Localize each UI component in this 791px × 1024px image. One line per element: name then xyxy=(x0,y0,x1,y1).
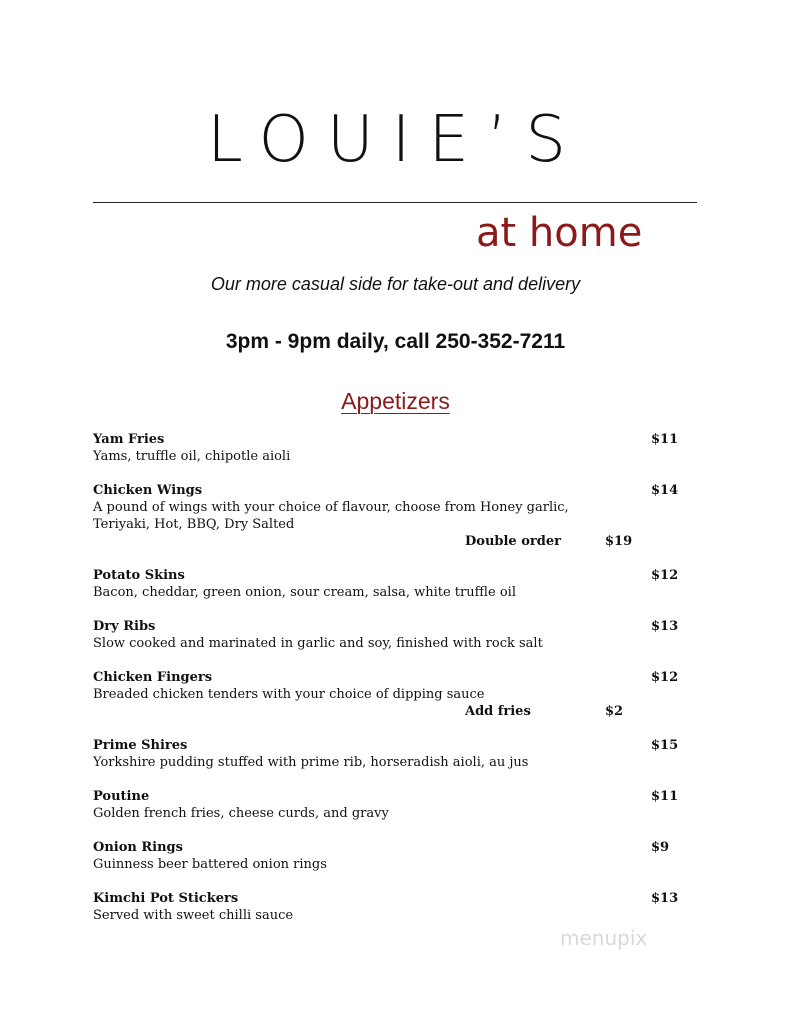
option-price: $2 xyxy=(605,704,624,719)
option-label: Add fries xyxy=(465,704,531,719)
item-name: Poutine xyxy=(93,789,150,804)
item-price: $12 xyxy=(651,568,679,583)
item-description: Golden french fries, cheese curds, and gravy xyxy=(93,806,389,821)
item-price: $12 xyxy=(651,670,679,685)
item-price: $14 xyxy=(651,483,679,498)
menu-item xyxy=(93,567,693,601)
section-heading xyxy=(0,388,791,415)
item-description: Served with sweet chilli sauce xyxy=(93,908,294,923)
menu-item xyxy=(93,839,693,873)
menu-item xyxy=(93,669,693,720)
hours-and-phone: 3pm - 9pm daily, call 250-352-7211 xyxy=(225,330,566,353)
menu-item xyxy=(93,618,693,652)
item-description: Breaded chicken tenders with your choice of dipping sauce xyxy=(93,687,485,702)
item-name: Dry Ribs xyxy=(93,619,156,634)
item-name: Yam Fries xyxy=(93,432,165,447)
item-name: Chicken Wings xyxy=(93,483,203,498)
watermark-logo: menupix xyxy=(560,926,648,950)
item-price: $11 xyxy=(651,432,679,447)
option-label: Double order xyxy=(465,534,561,549)
section-title: Appetizers xyxy=(341,388,450,414)
item-description: Bacon, cheddar, green onion, sour cream, salsa, white truffle oil xyxy=(93,585,516,600)
item-name: Onion Rings xyxy=(93,840,183,855)
item-price: $11 xyxy=(651,789,679,804)
menu-item xyxy=(93,890,693,924)
item-description: Yams, truffle oil, chipotle aioli xyxy=(93,449,291,464)
header-divider xyxy=(93,202,697,203)
item-name: Chicken Fingers xyxy=(93,670,213,685)
item-price: $13 xyxy=(651,619,679,634)
item-option xyxy=(93,703,693,720)
item-name: Potato Skins xyxy=(93,568,185,583)
item-option xyxy=(93,533,693,550)
item-name: Prime Shires xyxy=(93,738,188,753)
item-description: Slow cooked and marinated in garlic and soy, finished with rock salt xyxy=(93,636,543,651)
tagline: Our more casual side for take-out and delivery xyxy=(210,274,581,294)
item-name: Kimchi Pot Stickers xyxy=(93,891,239,906)
menu-item xyxy=(93,737,693,771)
brand-title: LOUIE’S xyxy=(207,103,584,177)
menu-list xyxy=(93,431,693,941)
brand-subtitle: at home xyxy=(476,210,643,256)
menu-item xyxy=(93,431,693,465)
item-description: A pound of wings with your choice of flavour, choose from Honey garlic, Teriyaki, Hot, BBQ, Dry Salted xyxy=(93,500,569,532)
menu-item xyxy=(93,788,693,822)
item-price: $15 xyxy=(651,738,679,753)
item-description: Guinness beer battered onion rings xyxy=(93,857,327,872)
item-price: $9 xyxy=(651,840,670,855)
item-price: $13 xyxy=(651,891,679,906)
item-description: Yorkshire pudding stuffed with prime rib, horseradish aioli, au jus xyxy=(93,755,529,770)
option-price: $19 xyxy=(605,534,633,549)
menu-item xyxy=(93,482,693,550)
